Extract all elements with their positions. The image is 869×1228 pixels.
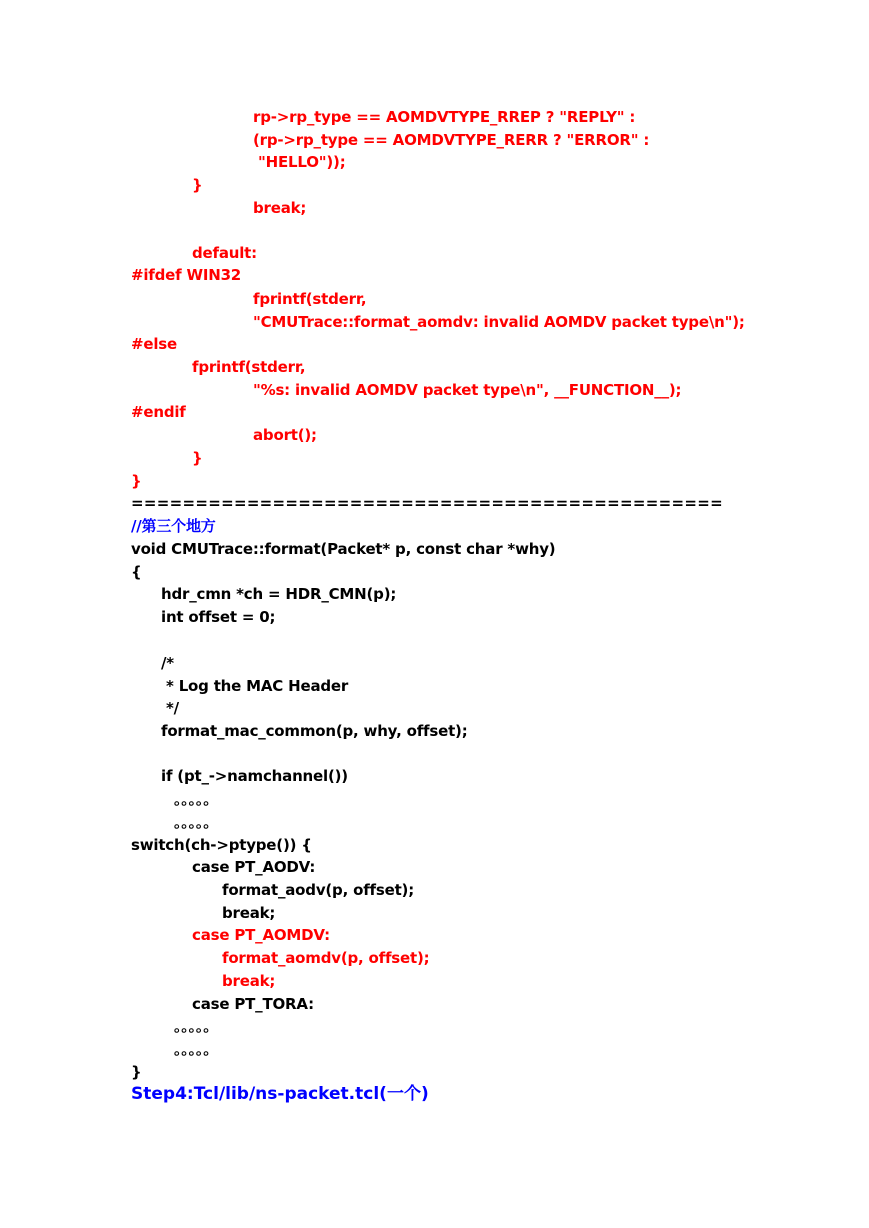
code-line-5: break; [253,199,307,217]
code-line-24: * Log the MAC Header [161,677,349,695]
code-line-20: { [131,563,142,581]
ellipsis-line-3: 。。。。。 [174,1017,219,1035]
code-line-23: /* [161,654,174,672]
step-heading: Step4:Tcl/lib/ns-packet.tcl(一个) [131,1084,429,1104]
code-line-11: fprintf(stderr, [192,358,306,376]
code-line-13: #endif [131,403,186,421]
code-line-2: (rp->rp_type == AOMDVTYPE_RERR ? "ERROR" : [253,131,650,149]
ellipsis-line-1: 。。。。。 [174,790,219,808]
code-line-31: case PT_AODV: [192,858,316,876]
code-line-19: void CMUTrace::format(Packet* p, const char *why) [131,540,556,558]
code-line-7: #ifdef WIN32 [131,266,242,284]
code-line-6: default: [192,244,257,262]
code-line-21: hdr_cmn *ch = HDR_CMN(p); [161,585,397,603]
section-comment: //第三个地方 [131,517,216,535]
ellipsis-line-4: 。。。。。 [174,1040,219,1058]
code-line-1: rp->rp_type == AOMDVTYPE_RREP ? "REPLY" : [253,108,636,126]
code-line-35: format_aomdv(p, offset); [222,949,430,967]
code-line-40: } [131,1063,142,1081]
code-line-37: case PT_TORA: [192,995,314,1013]
code-line-3: "HELLO")); [253,153,346,171]
code-line-33: break; [222,904,276,922]
code-line-27: if (pt_->namchannel()) [161,767,348,785]
ellipsis-line-2: 。。。。。 [174,813,219,831]
code-line-9: "CMUTrace::format_aomdv: invalid AOMDV packet type\n"); [253,313,745,331]
code-line-15: } [192,449,203,467]
code-line-22: int offset = 0; [161,608,276,626]
code-line-36: break; [222,972,276,990]
separator-line: ============================================== [131,494,723,512]
code-line-14: abort(); [253,426,317,444]
code-line-32: format_aodv(p, offset); [222,881,414,899]
code-line-10: #else [131,335,177,353]
code-line-26: format_mac_common(p, why, offset); [161,722,468,740]
code-line-16: } [131,472,142,490]
code-line-4: } [192,176,203,194]
code-line-25: */ [161,699,179,717]
code-line-34: case PT_AOMDV: [192,926,330,944]
code-line-8: fprintf(stderr, [253,290,367,308]
code-line-30: switch(ch->ptype()) { [131,836,312,854]
code-line-12: "%s: invalid AOMDV packet type\n", __FUNCTION__); [253,381,682,399]
